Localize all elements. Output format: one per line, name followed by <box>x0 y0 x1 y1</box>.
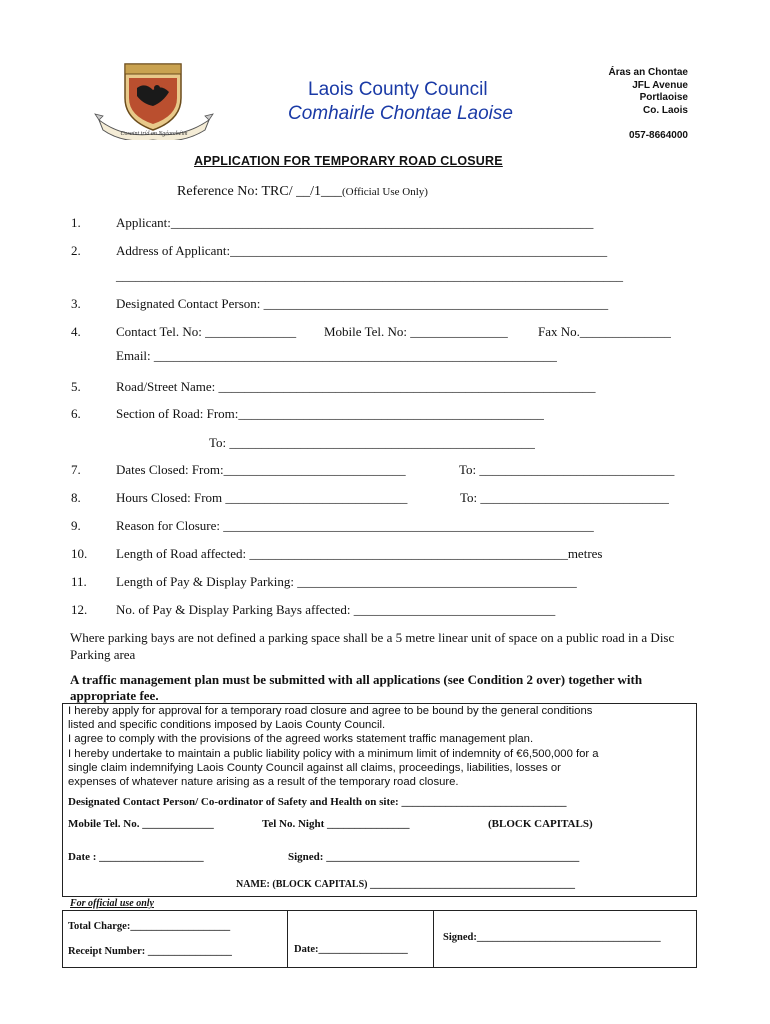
item-number: 1. <box>71 215 81 230</box>
road-name-field[interactable]: Road/Street Name: __________________________________________________________ <box>116 379 596 394</box>
parking-bays-field[interactable]: No. of Pay & Display Parking Bays affected: _______________________________ <box>116 602 556 617</box>
email-field[interactable]: Email: ______________________________________________________________ <box>116 348 557 363</box>
coordinator-field[interactable]: Designated Contact Person/ Co-ordinator of Safety and Health on site: ______________________________ <box>68 796 567 808</box>
declaration-line: I hereby undertake to maintain a public liability policy with a minimum limit of indemnity of €6,500,000 for a <box>68 747 599 760</box>
item-number: 9. <box>71 518 81 533</box>
address-line: JFL Avenue <box>632 79 688 91</box>
item-number: 3. <box>71 296 81 311</box>
receipt-number-field[interactable]: Receipt Number: ________________ <box>68 946 232 957</box>
declaration-signed-field[interactable]: Signed: ______________________________________________ <box>288 851 580 863</box>
official-use-heading: For official use only <box>70 898 154 909</box>
item-number: 6. <box>71 406 81 421</box>
declaration-line: expenses of whatever nature arising as a result of the temporary road closure. <box>68 776 459 789</box>
total-charge-field[interactable]: Total Charge:___________________ <box>68 921 231 932</box>
council-name-irish: Comhairle Chontae Laoise <box>288 103 513 124</box>
reason-field[interactable]: Reason for Closure: _________________________________________________________ <box>116 518 594 533</box>
official-use-divider <box>433 910 434 967</box>
hours-closed-to-field[interactable]: To: _____________________________ <box>460 490 669 505</box>
road-section-from-field[interactable]: Section of Road: From:_______________________________________________ <box>116 406 544 421</box>
item-number: 10. <box>71 546 88 561</box>
reference-number <box>177 184 428 200</box>
official-date-field[interactable]: Date:_________________ <box>294 944 408 955</box>
mobile-tel-field[interactable]: Mobile Tel. No: _______________ <box>324 324 508 339</box>
address-field[interactable]: Address of Applicant:__________________________________________________________ <box>116 243 608 258</box>
parking-note: Where parking bays are not defined a parking space shall be a 5 metre linear unit of space on a public road in a Disc Parking area <box>70 630 675 662</box>
declaration-line: I hereby apply for approval for a temporary road closure and agree to be bound by the general conditions <box>68 705 593 717</box>
applicant-field[interactable]: Applicant:_________________________________________________________________ <box>116 215 594 230</box>
item-number: 12. <box>71 602 88 617</box>
council-phone: 057-8664000 <box>629 130 688 141</box>
contact-tel-field[interactable]: Contact Tel. No: ______________ <box>116 324 297 339</box>
contact-person-field[interactable]: Designated Contact Person: _____________________________________________________ <box>116 296 609 311</box>
dates-closed-from-field[interactable]: Dates Closed: From:____________________________ <box>116 462 406 477</box>
fax-field[interactable]: Fax No.______________ <box>538 324 671 339</box>
name-block-capitals-field[interactable]: NAME: (BLOCK CAPITALS) _________________________________________ <box>236 879 575 890</box>
hours-closed-from-field[interactable]: Hours Closed: From ____________________________ <box>116 490 408 505</box>
reference-note: (Official Use Only) <box>342 186 428 198</box>
item-number: 4. <box>71 324 81 339</box>
road-section-to-field[interactable]: To: _______________________________________________ <box>209 435 535 450</box>
parking-length-field[interactable]: Length of Pay & Display Parking: ___________________________________________ <box>116 574 577 589</box>
form-title: APPLICATION FOR TEMPORARY ROAD CLOSURE <box>194 154 503 168</box>
address-line: Co. Laois <box>642 104 688 116</box>
item-number: 11. <box>71 574 87 589</box>
item-number: 2. <box>71 243 81 258</box>
address-line: Portlaoise <box>639 92 688 103</box>
declaration-date-field[interactable]: Date : ___________________ <box>68 851 204 863</box>
mobile-tel-declaration-field[interactable]: Mobile Tel. No. _____________ <box>68 818 214 830</box>
tel-night-field[interactable]: Tel No. Night _______________ <box>262 818 410 830</box>
item-number: 7. <box>71 462 81 477</box>
reference-label: Reference No: TRC/ __/1___ <box>177 184 342 199</box>
address-field-line2[interactable]: ______________________________________________________________________________ <box>116 268 623 283</box>
item-number: 5. <box>71 379 81 394</box>
declaration-text <box>68 704 599 789</box>
crest-motto: Cosaint tríd an Ngéarchéim <box>120 131 188 137</box>
traffic-plan-note: A traffic management plan must be submitted with all applications (see Condition 2 over) together with appropriate fee. <box>70 672 643 703</box>
road-length-field[interactable]: Length of Road affected: _________________________________________________metres <box>116 546 603 561</box>
declaration-line: single claim indemnifying Laois County Council against all claims, proceedings, liabilities, losses or <box>68 761 561 774</box>
council-address <box>600 67 688 117</box>
item-number: 8. <box>71 490 81 505</box>
council-crest <box>93 58 215 140</box>
address-line: Áras an Chontae <box>608 67 688 78</box>
official-signed-field[interactable]: Signed:___________________________________ <box>443 932 661 943</box>
official-use-divider <box>287 910 288 967</box>
declaration-line: listed and specific conditions imposed by Laois County Council. <box>68 719 386 732</box>
block-capitals-label: (BLOCK CAPITALS) <box>488 818 593 830</box>
declaration-line: I agree to comply with the provisions of the agreed works statement traffic management plan. <box>68 733 534 746</box>
council-name-english: Laois County Council <box>308 79 488 100</box>
dates-closed-to-field[interactable]: To: ______________________________ <box>459 462 675 477</box>
